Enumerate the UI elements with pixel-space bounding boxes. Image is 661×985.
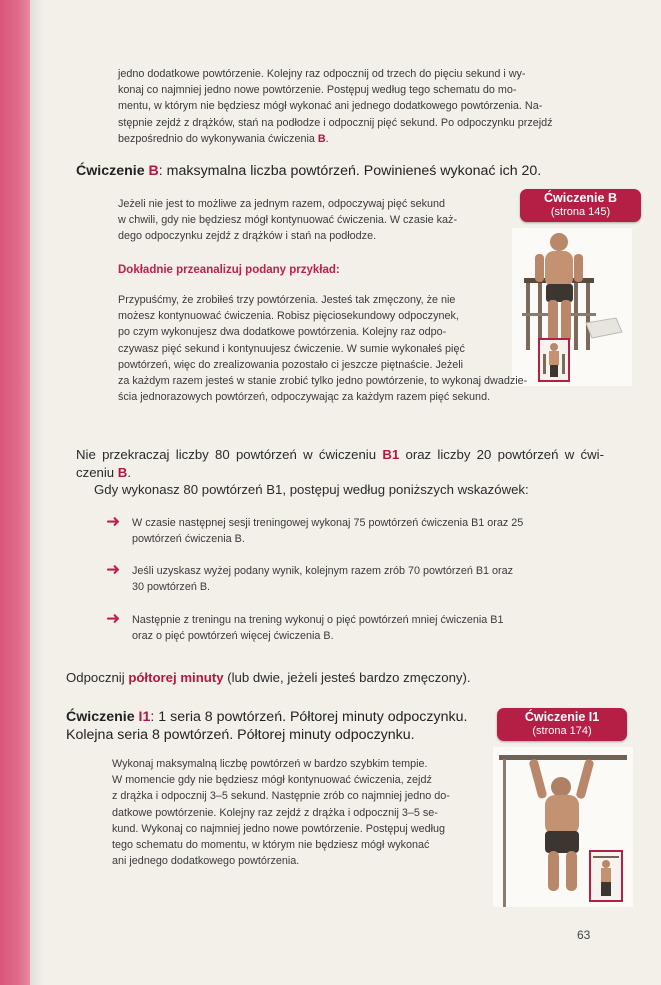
example-line: możesz kontynuować ćwiczenia. Robisz pięciosekundowy odpoczynek, bbox=[118, 310, 459, 323]
description-line: W momencie gdy nie będziesz mógł kontynuować ćwiczenia, zejdź bbox=[112, 774, 432, 787]
example-line: czywasz pięć sekund i kontynuujesz ćwiczenie. W sumie wykonałeś pięć bbox=[118, 342, 465, 355]
rest-instruction bbox=[66, 669, 606, 687]
description-line: kund. Wykonaj co najmniej jedno nowe powtórzenie. Postępuj według bbox=[112, 822, 446, 835]
exercise-ref-b: B bbox=[317, 132, 326, 145]
description-line: ani jednego dodatkowego powtórzenia. bbox=[112, 855, 300, 868]
rest-text: (lub dwie, jeżeli jesteś bardzo zmęczony). bbox=[223, 670, 471, 685]
intro-line: konaj co najmniej jedno nowe powtórzenie. Postępuj według tego schematu do mo- bbox=[118, 84, 517, 97]
bullet-line: Następnie z treningu na trening wykonuj o pięć powtórzeń mniej ćwiczenia B1 bbox=[132, 614, 504, 626]
exercise-i1-heading bbox=[66, 708, 486, 744]
exercise-i1-rest: : 1 seria 8 powtórzeń. Półtorej minuty odpoczynku. bbox=[150, 709, 468, 725]
bullet-line: 30 powtórzeń B. bbox=[132, 581, 211, 594]
limit-line bbox=[76, 446, 604, 464]
example-paragraph bbox=[118, 292, 488, 373]
example-line: powtórzeń, więc do zrealizowania pozostało ci jeszcze piętnaście. Jeżeli bbox=[118, 358, 464, 371]
exercise-label: Ćwiczenie bbox=[76, 163, 149, 179]
exercise-b-heading bbox=[76, 162, 576, 180]
exercise-ref-b1: B1 bbox=[382, 447, 400, 462]
bullet-line: powtórzeń ćwiczenia B. bbox=[132, 533, 245, 546]
dips-exercise-illustration bbox=[512, 228, 632, 386]
bullet-item bbox=[132, 612, 572, 644]
exercise-i1-line: Kolejna seria 8 powtórzeń. Półtorej minuty odpoczynku. bbox=[66, 727, 415, 743]
intro-line: stępnie zejdź z drążków, stań na podłodze i odpocznij pięć sekund. Po odpoczynku przejdź bbox=[118, 116, 553, 129]
arrow-right-icon: ➜ bbox=[106, 609, 121, 628]
example-line: Przypuśćmy, że zrobiłeś trzy powtórzenia. Jesteś tak zmęczony, że nie bbox=[118, 294, 456, 306]
page-number: 63 bbox=[577, 928, 591, 942]
limit-line: Gdy wykonasz 80 powtórzeń B1, postępuj według poniższych wskazówek: bbox=[94, 482, 529, 497]
rest-text: Odpocznij bbox=[66, 670, 129, 685]
exercise-b-description bbox=[118, 196, 488, 245]
page-gutter-shadow bbox=[30, 0, 44, 985]
intro-line: jedno dodatkowe powtórzenie. Kolejny raz odpocznij od trzech do pięciu sekund i wy- bbox=[118, 68, 526, 80]
badge-title: Ćwiczenie B bbox=[544, 191, 617, 205]
intro-paragraph bbox=[118, 66, 568, 147]
intro-last-suffix: . bbox=[325, 132, 329, 145]
intro-line: mentu, w którym nie będziesz mógł wykonać ani jednego dodatkowego powtórzenia. Na- bbox=[118, 100, 543, 113]
exercise-letter: I1 bbox=[138, 709, 151, 725]
description-line: w chwili, gdy nie będziesz mógł kontynuować ćwiczenia. W czasie każ- bbox=[118, 214, 458, 227]
badge-page-ref: (strona 145) bbox=[550, 206, 611, 218]
bullet-item bbox=[132, 563, 572, 595]
limit-paragraph bbox=[76, 446, 604, 499]
intro-line bbox=[118, 131, 568, 147]
intro-last-text: bezpośrednio do wykonywania ćwiczenia bbox=[118, 132, 318, 145]
bullet-item bbox=[132, 515, 572, 547]
arrow-right-icon: ➜ bbox=[106, 512, 121, 531]
rest-duration: półtorej minuty bbox=[128, 670, 224, 685]
bullet-line: Jeśli uzyskasz wyżej podany wynik, kolejnym razem zrób 70 powtórzeń B1 oraz bbox=[132, 565, 514, 577]
exercise-i1-line bbox=[66, 708, 486, 726]
description-line: datkowe powtórzenie. Kolejny raz zejdź z drążka i odpocznij 3–5 se- bbox=[112, 806, 438, 819]
description-line: z drążka i odpocznij 3–5 sekund. Następnie zrób co najmniej jedno do- bbox=[112, 790, 450, 803]
example-paragraph-wide bbox=[118, 373, 568, 405]
exercise-label: Ćwiczenie bbox=[66, 709, 139, 725]
analyze-example-heading: Dokładnie przeanalizuj podany przykład: bbox=[118, 264, 340, 276]
badge-page-ref: (strona 174) bbox=[532, 725, 592, 737]
example-line: po czym wykonujesz dwa dodatkowe powtórzenia. Kolejny raz odpo- bbox=[118, 326, 447, 339]
example-line: ścia jednorazowych powtórzeń, odpoczywając za każdym razem pięć sekund. bbox=[118, 391, 491, 404]
limit-text: Nie przekraczaj liczby 80 powtórzeń w ćwiczeniu bbox=[76, 447, 383, 462]
example-line: za każdym razem jesteś w stanie zrobić tylko jedno powtórzenie, to wykonaj dwadzie- bbox=[118, 375, 528, 387]
limit-text: czeniu bbox=[76, 464, 118, 480]
arrow-right-icon: ➜ bbox=[106, 560, 121, 579]
description-line: Jeżeli nie jest to możliwe za jednym razem, odpoczywaj pięć sekund bbox=[118, 198, 446, 210]
exercise-letter: B bbox=[148, 163, 159, 179]
exercise-b-badge[interactable] bbox=[520, 189, 641, 222]
limit-line bbox=[76, 464, 604, 482]
limit-text: oraz liczby 20 powtórzeń w ćwi- bbox=[399, 447, 604, 462]
description-line: dego odpoczynku zejdź z drążków i stań na podłodze. bbox=[118, 230, 377, 243]
exercise-i1-photo bbox=[493, 747, 633, 907]
exercise-i1-inset bbox=[589, 850, 623, 902]
exercise-ref-b: B bbox=[117, 464, 128, 480]
exercise-b-rest: : maksymalna liczba powtórzeń. Powinieneś wykonać ich 20. bbox=[158, 163, 542, 179]
description-line: tego schematu do momentu, w którym nie będziesz mógł wykonać bbox=[112, 839, 430, 852]
exercise-i1-badge[interactable] bbox=[497, 708, 627, 741]
page-spine-stripe bbox=[0, 0, 30, 985]
badge-title: Ćwiczenie I1 bbox=[524, 710, 600, 724]
limit-text: . bbox=[127, 464, 131, 480]
exercise-i1-description bbox=[112, 756, 468, 869]
bullet-line: W czasie następnej sesji treningowej wykonaj 75 powtórzeń ćwiczenia B1 oraz 25 bbox=[132, 517, 524, 529]
bullet-line: oraz o pięć powtórzeń więcej ćwiczenia B. bbox=[132, 630, 334, 643]
description-line: Wykonaj maksymalną liczbę powtórzeń w bardzo szybkim tempie. bbox=[112, 758, 428, 770]
inset-figure-icon bbox=[591, 852, 621, 900]
exercise-b-photo bbox=[512, 228, 632, 386]
